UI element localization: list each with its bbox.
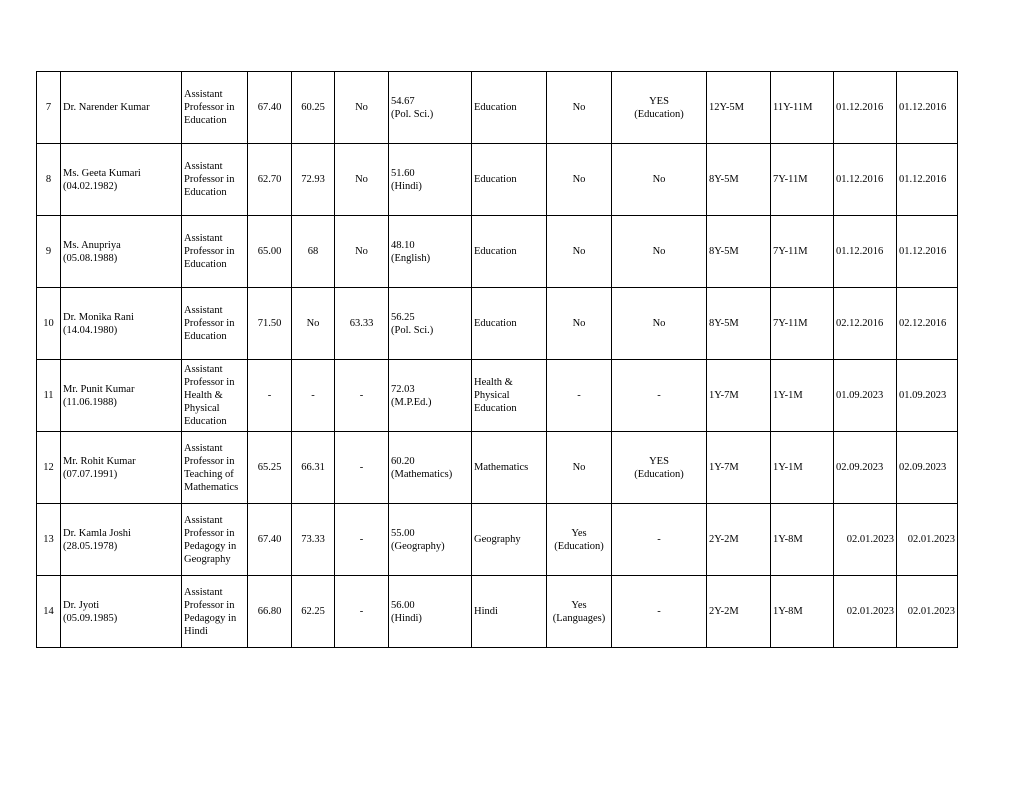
serial-number-cell: 9 (37, 216, 61, 288)
date-cell-1: 01.12.2016 (834, 144, 897, 216)
date-cell-1: 01.12.2016 (834, 72, 897, 144)
name-cell: Dr. Jyoti (05.09.1985) (61, 576, 182, 648)
serial-number-cell: 11 (37, 360, 61, 432)
column-10-cell: No (612, 144, 707, 216)
faculty-table (36, 71, 958, 648)
percentage-cell-2: - (292, 360, 335, 432)
table-row (37, 72, 958, 144)
experience-cell-2: 1Y-8M (771, 576, 834, 648)
date-cell-1: 02.01.2023 (834, 576, 897, 648)
percentage-cell-2: 66.31 (292, 432, 335, 504)
column-9-cell: No (547, 432, 612, 504)
percentage-cell-1: 65.25 (248, 432, 292, 504)
subject-marks-cell: 56.25 (Pol. Sci.) (389, 288, 472, 360)
column-9-cell: No (547, 72, 612, 144)
name-cell: Ms. Geeta Kumari (04.02.1982) (61, 144, 182, 216)
percentage-cell-1: 66.80 (248, 576, 292, 648)
date-cell-1: 02.09.2023 (834, 432, 897, 504)
post-cell: Assistant Professor in Education (182, 72, 248, 144)
discipline-cell: Hindi (472, 576, 547, 648)
name-cell: Dr. Monika Rani (14.04.1980) (61, 288, 182, 360)
discipline-cell: Education (472, 216, 547, 288)
percentage-cell-2: No (292, 288, 335, 360)
column-9-cell: No (547, 288, 612, 360)
column-6-cell: 63.33 (335, 288, 389, 360)
percentage-cell-1: - (248, 360, 292, 432)
column-10-cell: - (612, 576, 707, 648)
serial-number-cell: 13 (37, 504, 61, 576)
serial-number-cell: 14 (37, 576, 61, 648)
name-cell: Ms. Anupriya (05.08.1988) (61, 216, 182, 288)
date-cell-2: 02.01.2023 (897, 576, 958, 648)
discipline-cell: Health & Physical Education (472, 360, 547, 432)
subject-marks-cell: 60.20 (Mathematics) (389, 432, 472, 504)
table-row (37, 216, 958, 288)
experience-cell-1: 8Y-5M (707, 216, 771, 288)
subject-marks-cell: 54.67 (Pol. Sci.) (389, 72, 472, 144)
experience-cell-1: 12Y-5M (707, 72, 771, 144)
percentage-cell-2: 72.93 (292, 144, 335, 216)
date-cell-1: 01.12.2016 (834, 216, 897, 288)
date-cell-2: 01.12.2016 (897, 144, 958, 216)
name-cell: Mr. Rohit Kumar (07.07.1991) (61, 432, 182, 504)
post-cell: Assistant Professor in Education (182, 288, 248, 360)
post-cell: Assistant Professor in Pedagogy in Geography (182, 504, 248, 576)
experience-cell-2: 7Y-11M (771, 144, 834, 216)
date-cell-2: 01.09.2023 (897, 360, 958, 432)
table-row (37, 288, 958, 360)
table-row (37, 504, 958, 576)
subject-marks-cell: 55.00 (Geography) (389, 504, 472, 576)
experience-cell-1: 1Y-7M (707, 432, 771, 504)
percentage-cell-1: 67.40 (248, 504, 292, 576)
date-cell-1: 02.01.2023 (834, 504, 897, 576)
experience-cell-2: 7Y-11M (771, 288, 834, 360)
name-cell: Mr. Punit Kumar (11.06.1988) (61, 360, 182, 432)
date-cell-2: 01.12.2016 (897, 72, 958, 144)
post-cell: Assistant Professor in Education (182, 216, 248, 288)
experience-cell-2: 11Y-11M (771, 72, 834, 144)
date-cell-1: 01.09.2023 (834, 360, 897, 432)
column-6-cell: - (335, 360, 389, 432)
percentage-cell-2: 62.25 (292, 576, 335, 648)
table-row (37, 432, 958, 504)
date-cell-2: 02.01.2023 (897, 504, 958, 576)
column-9-cell: - (547, 360, 612, 432)
post-cell: Assistant Professor in Teaching of Mathematics (182, 432, 248, 504)
experience-cell-1: 8Y-5M (707, 144, 771, 216)
column-6-cell: No (335, 72, 389, 144)
table-row (37, 144, 958, 216)
column-10-cell: - (612, 504, 707, 576)
discipline-cell: Geography (472, 504, 547, 576)
name-cell: Dr. Narender Kumar (61, 72, 182, 144)
experience-cell-1: 1Y-7M (707, 360, 771, 432)
percentage-cell-1: 65.00 (248, 216, 292, 288)
column-6-cell: No (335, 216, 389, 288)
experience-cell-1: 2Y-2M (707, 576, 771, 648)
column-6-cell: No (335, 144, 389, 216)
serial-number-cell: 8 (37, 144, 61, 216)
subject-marks-cell: 56.00 (Hindi) (389, 576, 472, 648)
column-10-cell: No (612, 216, 707, 288)
serial-number-cell: 12 (37, 432, 61, 504)
subject-marks-cell: 72.03 (M.P.Ed.) (389, 360, 472, 432)
serial-number-cell: 10 (37, 288, 61, 360)
subject-marks-cell: 48.10 (English) (389, 216, 472, 288)
date-cell-1: 02.12.2016 (834, 288, 897, 360)
post-cell: Assistant Professor in Health & Physical Education (182, 360, 248, 432)
percentage-cell-1: 67.40 (248, 72, 292, 144)
column-10-cell: YES (Education) (612, 432, 707, 504)
experience-cell-2: 1Y-1M (771, 432, 834, 504)
column-9-cell: Yes (Languages) (547, 576, 612, 648)
date-cell-2: 02.09.2023 (897, 432, 958, 504)
column-6-cell: - (335, 576, 389, 648)
column-10-cell: - (612, 360, 707, 432)
subject-marks-cell: 51.60 (Hindi) (389, 144, 472, 216)
experience-cell-1: 2Y-2M (707, 504, 771, 576)
experience-cell-2: 7Y-11M (771, 216, 834, 288)
table-row (37, 576, 958, 648)
name-cell: Dr. Kamla Joshi (28.05.1978) (61, 504, 182, 576)
discipline-cell: Mathematics (472, 432, 547, 504)
date-cell-2: 02.12.2016 (897, 288, 958, 360)
column-6-cell: - (335, 432, 389, 504)
percentage-cell-2: 60.25 (292, 72, 335, 144)
percentage-cell-2: 68 (292, 216, 335, 288)
percentage-cell-2: 73.33 (292, 504, 335, 576)
column-6-cell: - (335, 504, 389, 576)
column-9-cell: Yes (Education) (547, 504, 612, 576)
experience-cell-2: 1Y-8M (771, 504, 834, 576)
experience-cell-2: 1Y-1M (771, 360, 834, 432)
post-cell: Assistant Professor in Education (182, 144, 248, 216)
discipline-cell: Education (472, 72, 547, 144)
percentage-cell-1: 62.70 (248, 144, 292, 216)
table-row (37, 360, 958, 432)
discipline-cell: Education (472, 144, 547, 216)
date-cell-2: 01.12.2016 (897, 216, 958, 288)
experience-cell-1: 8Y-5M (707, 288, 771, 360)
column-10-cell: No (612, 288, 707, 360)
column-9-cell: No (547, 216, 612, 288)
serial-number-cell: 7 (37, 72, 61, 144)
column-10-cell: YES (Education) (612, 72, 707, 144)
percentage-cell-1: 71.50 (248, 288, 292, 360)
column-9-cell: No (547, 144, 612, 216)
post-cell: Assistant Professor in Pedagogy in Hindi (182, 576, 248, 648)
discipline-cell: Education (472, 288, 547, 360)
